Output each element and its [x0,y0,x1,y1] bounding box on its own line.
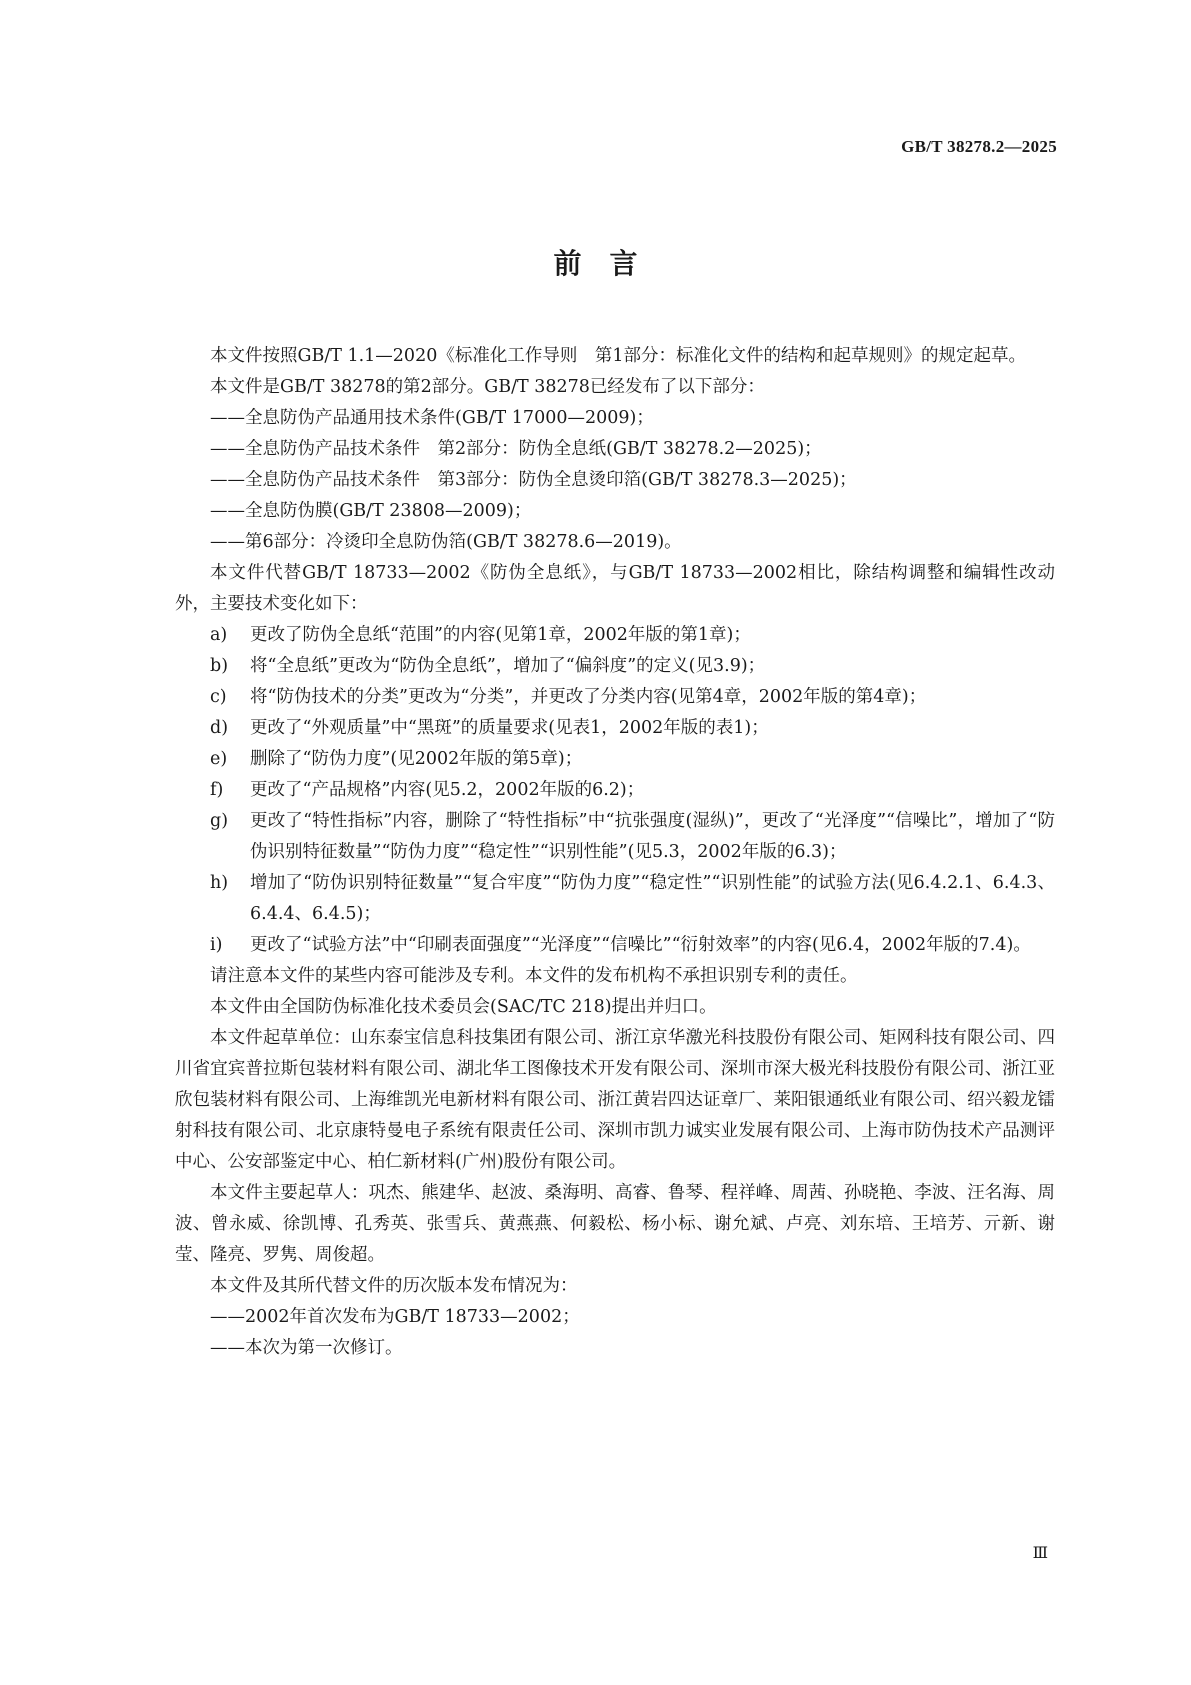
change-label: e) [210,749,228,769]
change-label: g) [210,811,229,831]
history-item: ——2002年首次发布为GB/T 18733—2002； [210,1307,580,1327]
change-item [175,868,1055,930]
change-item [175,806,1055,868]
change-text: 删除了“防伪力度”(见2002年版的第5章)； [250,749,583,769]
parts-list [175,403,1055,558]
changes-list [175,620,1055,961]
change-label: d) [210,718,229,738]
change-item [175,744,1055,775]
drafting-units-paragraph: 本文件起草单位：山东泰宝信息科技集团有限公司、浙江京华激光科技股份有限公司、矩网科技有限公司、四川省宜宾普拉斯包装材料有限公司、湖北华工图像技术开发有限公司、深圳市深大极光科技股份有限公司、浙江亚欣包装材料有限公司、上海维凯光电新材料有限公司、浙江黄岩四达证章厂、莱阳银通纸业有限公司、绍兴毅龙镭射科技有限公司、北京康特曼电子系统有限责任公司、深圳市凯力诚实业发展有限公司、上海市防伪技术产品测评中心、公安部鉴定中心、柏仁新材料(广州)股份有限公司。 [175,1028,1055,1172]
part-item: ——全息防伪产品通用技术条件(GB/T 17000—2009)； [210,408,654,428]
page-title: 前言 [553,247,666,280]
history-item: ——本次为第一次修订。 [210,1338,403,1358]
change-text: 将“防伪技术的分类”更改为“分类”，并更改了分类内容(见第4章，2002年版的第4章)； [250,687,927,707]
change-label: i) [210,935,223,955]
part-item: ——全息防伪产品技术条件 第3部分：防伪全息烫印箔(GB/T 38278.3—2025)； [210,470,857,490]
intro-paragraph-2: 本文件是GB/T 38278的第2部分。GB/T 38278已经发布了以下部分： [210,377,765,397]
part-item: ——第6部分：冷烫印全息防伪箔(GB/T 38278.6—2019)。 [210,532,682,552]
intro-paragraph-1: 本文件按照GB/T 1.1—2020《标准化工作导则 第1部分：标准化文件的结构和起草规则》的规定起草。 [210,346,1026,366]
change-text: 更改了防伪全息纸“范围”的内容(见第1章，2002年版的第1章)； [250,625,751,645]
change-label: c) [210,687,227,707]
change-item [175,620,1055,651]
change-text: 更改了“试验方法”中“印刷表面强度”“光泽度”“信噪比”“衍射效率”的内容(见6.4，2002年版的7.4)。 [250,935,1031,955]
part-item: ——全息防伪膜(GB/T 23808—2009)； [210,501,532,521]
replacement-paragraph: 本文件代替GB/T 18733—2002《防伪全息纸》，与GB/T 18733—2002相比，除结构调整和编辑性改动外，主要技术变化如下： [175,563,1055,614]
change-item [175,775,1055,806]
patent-note: 请注意本文件的某些内容可能涉及专利。本文件的发布机构不承担识别专利的责任。 [210,966,858,986]
foreword-body [175,341,1055,1364]
part-item: ——全息防伪产品技术条件 第2部分：防伪全息纸(GB/T 38278.2—2025)； [210,439,822,459]
change-text: 更改了“产品规格”内容(见5.2，2002年版的6.2)； [250,780,645,800]
history-list [175,1302,1055,1364]
change-label: a) [210,625,228,645]
change-text: 将“全息纸”更改为“防伪全息纸”，增加了“偏斜度”的定义(见3.9)； [250,656,766,676]
change-item [175,713,1055,744]
drafters-paragraph: 本文件主要起草人：巩杰、熊建华、赵波、桑海明、高睿、鲁琴、程祥峰、周茜、孙晓艳、李波、汪名海、周波、曾永威、徐凯博、孔秀英、张雪兵、黄燕燕、何毅松、杨小标、谢允斌、卢亮、刘东培、王培芳、亓新、谢莹、隆亮、罗隽、周俊超。 [175,1183,1055,1265]
change-item [175,651,1055,682]
proposer-paragraph: 本文件由全国防伪标准化技术委员会(SAC/TC 218)提出并归口。 [210,997,717,1017]
history-intro: 本文件及其所代替文件的历次版本发布情况为： [210,1276,578,1296]
change-text: 增加了“防伪识别特征数量”“复合牢度”“防伪力度”“稳定性”“识别性能”的试验方法(见6.4.2.1、6.4.3、6.4.4、6.4.5)； [250,873,1055,924]
change-item [175,682,1055,713]
change-label: h) [210,873,229,893]
change-label: f) [210,780,224,800]
change-label: b) [210,656,229,676]
change-item [175,930,1055,961]
change-text: 更改了“特性指标”内容，删除了“特性指标”中“抗张强度(湿纵)”，更改了“光泽度”“信噪比”，增加了“防伪识别特征数量”“防伪力度”“稳定性”“识别性能”(见5.3，2002年版的6.3)； [250,811,1055,862]
page-number: Ⅲ [1032,1545,1048,1562]
change-text: 更改了“外观质量”中“黑斑”的质量要求(见表1，2002年版的表1)； [250,718,769,738]
document-number: GB/T 38278.2—2025 [901,137,1057,156]
